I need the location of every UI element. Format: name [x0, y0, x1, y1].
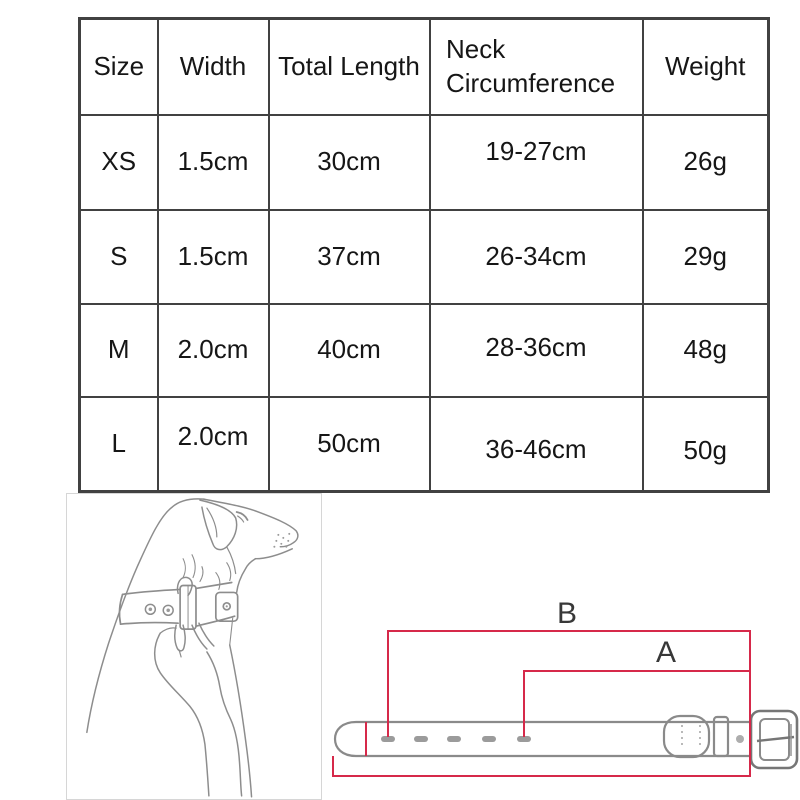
- neck-header-text: Neck Circumference: [446, 33, 616, 98]
- cell-size: XS: [80, 115, 158, 210]
- cell-neck: 19-27cm: [430, 115, 643, 210]
- measure-line-a: [524, 671, 750, 737]
- col-header-total-length: Total Length: [269, 19, 430, 115]
- cell-total-length: 50cm: [269, 397, 430, 492]
- cell-weight: 26g: [643, 115, 769, 210]
- col-header-weight: Weight: [643, 19, 769, 115]
- cell-width: 1.5cm: [158, 115, 269, 210]
- measure-label-a: A: [656, 636, 677, 669]
- cell-size: S: [80, 210, 158, 304]
- col-header-size: Size: [80, 19, 158, 115]
- measure-line-b: [333, 631, 750, 776]
- col-header-width: Width: [158, 19, 269, 115]
- cell-neck: 36-46cm: [430, 397, 643, 492]
- cell-total-length: 37cm: [269, 210, 430, 304]
- cell-neck: 28-36cm: [430, 304, 643, 397]
- cell-neck: 26-34cm: [430, 210, 643, 304]
- measurement-lines: [333, 631, 750, 776]
- collar-holes: [381, 736, 531, 742]
- cell-width: 1.5cm: [158, 210, 269, 304]
- cell-width: 2.0cm: [158, 397, 269, 492]
- measure-label-b: B: [557, 597, 578, 630]
- cell-size: M: [80, 304, 158, 397]
- cell-weight: 50g: [643, 397, 769, 492]
- collar-with-buckle-drawing-icon: [335, 711, 797, 768]
- cell-total-length: 30cm: [269, 115, 430, 210]
- cell-total-length: 40cm: [269, 304, 430, 397]
- cell-weight: 29g: [643, 210, 769, 304]
- cell-width: 2.0cm: [158, 304, 269, 397]
- cell-size: L: [80, 397, 158, 492]
- cell-weight: 48g: [643, 304, 769, 397]
